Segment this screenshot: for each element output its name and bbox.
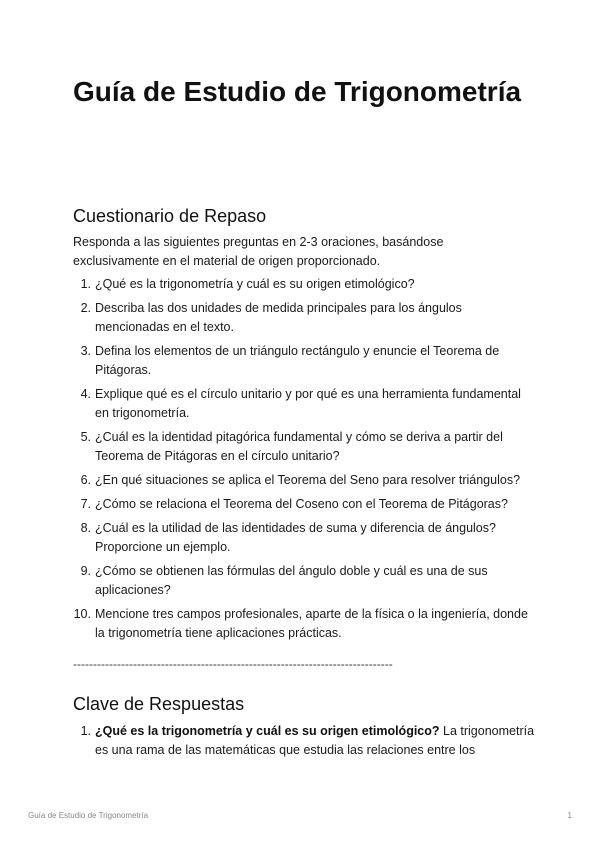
item-number: 10.: [73, 607, 91, 621]
item-number: 9.: [80, 564, 91, 578]
document-title: Guía de Estudio de Trigonometría: [73, 76, 522, 107]
question-list: [73, 275, 535, 648]
question-text: ¿Cuál es la utilidad de las identidades de suma y diferencia de ángulos? Proporcione un ejemplo.: [95, 521, 496, 554]
question-text: ¿Cómo se obtienen las fórmulas del ángulo doble y cuál es una de sus aplicaciones?: [95, 564, 488, 597]
quiz-heading: Cuestionario de Repaso: [73, 206, 267, 226]
list-item: [73, 519, 535, 557]
item-number: 7.: [80, 497, 91, 511]
list-item: [73, 471, 535, 490]
list-item: [73, 299, 535, 337]
list-item: [73, 275, 535, 294]
question-text: ¿Cómo se relaciona el Teorema del Coseno con el Teorema de Pitágoras?: [95, 497, 508, 511]
list-item: [73, 428, 535, 466]
question-text: Mencione tres campos profesionales, aparte de la física o la ingeniería, donde la trigonometría tiene aplicaciones prácticas.: [95, 607, 528, 640]
item-number: 8.: [80, 521, 91, 535]
item-number: 2.: [80, 301, 91, 315]
item-number: 5.: [80, 430, 91, 444]
page-number: 1: [567, 811, 572, 820]
list-item: [73, 722, 535, 760]
question-text: ¿En qué situaciones se aplica el Teorema del Seno para resolver triángulos?: [95, 473, 521, 487]
answer-question: ¿Qué es la trigonometría y cuál es su origen etimológico?: [95, 724, 440, 738]
item-number: 1.: [80, 277, 91, 291]
answer-text: La trigonometría es una rama de las matemáticas que estudia las relaciones entre los: [95, 724, 535, 757]
quiz-intro: Responda a las siguientes preguntas en 2-3 oraciones, basándose exclusivamente en el material de origen proporcionado.: [73, 235, 444, 268]
list-item: [73, 562, 535, 600]
list-item: [73, 605, 535, 643]
list-item: [73, 385, 535, 423]
section-divider: --------------------------------------------------------------------------------: [73, 657, 393, 671]
list-item: [73, 342, 535, 380]
question-text: Describa las dos unidades de medida principales para los ángulos mencionadas en el texto.: [95, 301, 462, 334]
footer-title: Guía de Estudio de Trigonometría: [28, 811, 149, 820]
item-number: 1.: [80, 724, 91, 738]
item-number: 3.: [80, 344, 91, 358]
item-number: 4.: [80, 387, 91, 401]
answer-list: [73, 722, 535, 760]
list-item: [73, 495, 535, 514]
question-text: ¿Cuál es la identidad pitagórica fundamental y cómo se deriva a partir del Teorema de Pitágoras en el círculo unitario?: [95, 430, 503, 463]
question-text: ¿Qué es la trigonometría y cuál es su origen etimológico?: [95, 277, 415, 291]
question-text: Defina los elementos de un triángulo rectángulo y enuncie el Teorema de Pitágoras.: [95, 344, 500, 377]
item-number: 6.: [80, 473, 91, 487]
answers-heading: Clave de Respuestas: [73, 694, 245, 714]
question-text: Explique qué es el círculo unitario y por qué es una herramienta fundamental en trigonometría.: [95, 387, 521, 420]
